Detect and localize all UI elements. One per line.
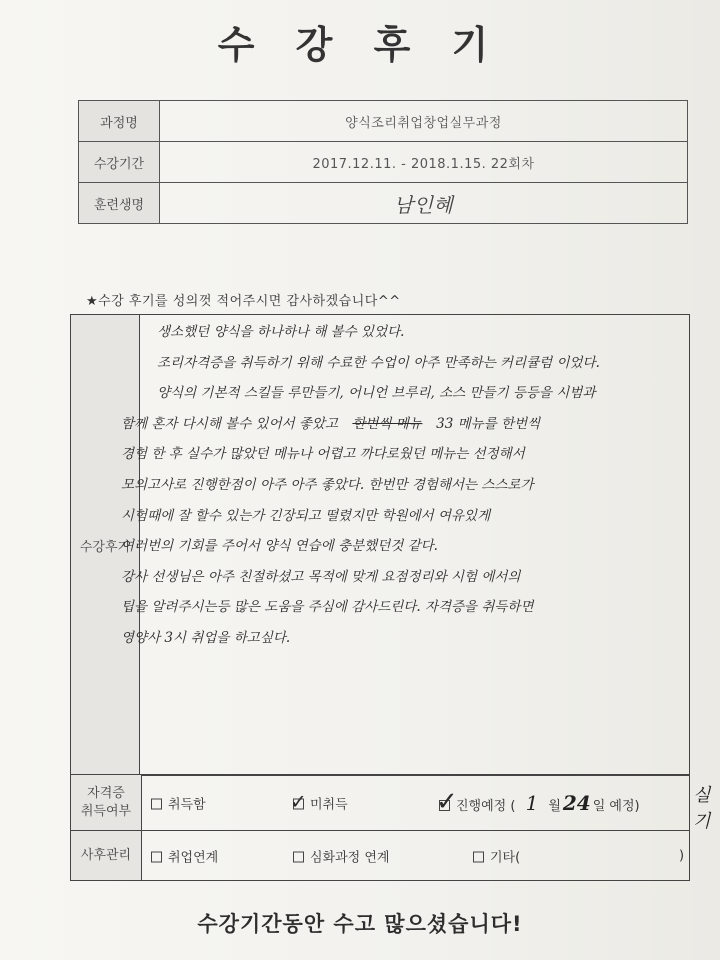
aftercare-options [142,831,690,881]
option-other-label: 기타( [490,850,521,865]
month-unit: 월 [548,798,561,814]
period-value: 2017.12.11. - 2018.1.15. 22회차 [160,142,688,183]
status-table [70,774,711,881]
review-line [121,409,687,440]
course-row [79,101,688,142]
review-line-part: 33 메뉴를 한번씩 [436,415,541,432]
option-not-acquired-label: 미취득 [310,797,348,812]
review-section [70,314,690,776]
checkbox-in-progress[interactable] [436,786,458,817]
trainee-row [79,183,688,224]
review-label: 수강후기 [71,315,140,775]
checkbox-advanced-course[interactable] [293,851,304,862]
trainee-value-cell [160,183,688,224]
checkbox-acquired[interactable] [151,798,162,809]
option-job-link-label: 취업연계 [168,850,219,865]
option-in-progress-label: 진행예정 ( [456,798,516,814]
review-line: 여러번의 기회를 주어서 양식 연습에 충분했던것 같다. [121,538,438,555]
checkbox-job-link[interactable] [151,851,162,862]
course-info-table [78,100,688,224]
option-other[interactable] [473,846,520,865]
certificate-label [71,775,142,831]
checkmark-icon: ✓ [436,786,458,817]
review-line: 조리자격증을 취득하기 위해 수료한 수업이 아주 만족하는 커리큘럼 이었다. [157,354,600,371]
period-row [79,142,688,183]
option-other-close: ) [679,848,685,863]
aftercare-label: 사후관리 [71,831,142,881]
course-label: 과정명 [79,101,160,142]
certificate-label-line2: 취득여부 [80,803,132,819]
day-handwritten: 24 [562,790,591,815]
review-line: 영양사 3시 취업을 하고싶다. [121,629,291,646]
trainee-label: 훈련생명 [79,183,160,224]
footer-message: 수강기간동안 수고 많으셨습니다! [197,912,523,936]
aftercare-row [71,831,690,881]
trainee-name-handwritten: 남인혜 [393,192,454,217]
option-in-progress[interactable] [436,786,640,817]
option-acquired-label: 취득함 [168,797,206,812]
certificate-row [71,775,690,831]
review-line: 경험 한 후 실수가 많았던 메뉴나 어렵고 까다로웠던 메뉴는 선정해서 [121,446,525,463]
option-not-acquired[interactable] [290,789,348,813]
review-line-part: 함께 혼자 다시해 볼수 있어서 좋았고 [121,415,339,432]
month-handwritten: 1 [525,790,539,815]
review-line: 강사 선생님은 아주 친절하셨고 목적에 맞게 요점정리와 시험 에서의 [121,568,521,585]
review-line: 생소했던 양식을 하나하나 해 볼수 있었다. [157,324,405,340]
handwritten-practical-note: 실기 [693,784,711,832]
day-unit: 일 예정) [592,798,640,814]
checkbox-other[interactable] [473,851,484,862]
review-line: 팁을 알려주시는등 많은 도움을 주심에 감사드린다. 자격증을 취득하면 [121,599,534,616]
option-advanced-course-label: 심화과정 연계 [310,850,390,865]
option-acquired[interactable] [151,793,206,812]
option-job-link[interactable] [151,846,218,865]
review-line: 모의고사로 진행한점이 아주 아주 좋았다. 한번만 경험해서는 스스로가 [121,476,534,493]
checkbox-not-acquired[interactable] [290,789,307,813]
certificate-label-line1: 자격증 [87,785,125,801]
course-value: 양식조리취업창업실무과정 [160,101,688,142]
checkmark-icon: ✓ [290,789,307,813]
review-line: 양식의 기본적 스킬들 루만들기, 어니언 브루리, 소스 만들기 등등을 시범과 [157,385,596,402]
certificate-options [142,775,711,832]
page-title: 수 강 후 기 [217,23,503,67]
review-instruction: ★수강 후기를 성의껏 적어주시면 감사하겠습니다^^ [86,294,401,309]
option-advanced-course[interactable] [293,846,389,865]
crossed-out-text: 한번씩 메뉴 [352,415,422,432]
review-line: 시험때에 잘 할수 있는가 긴장되고 떨렸지만 학원에서 여유있게 [121,507,491,524]
period-label: 수강기간 [79,142,160,183]
review-handwritten-text [121,317,687,654]
